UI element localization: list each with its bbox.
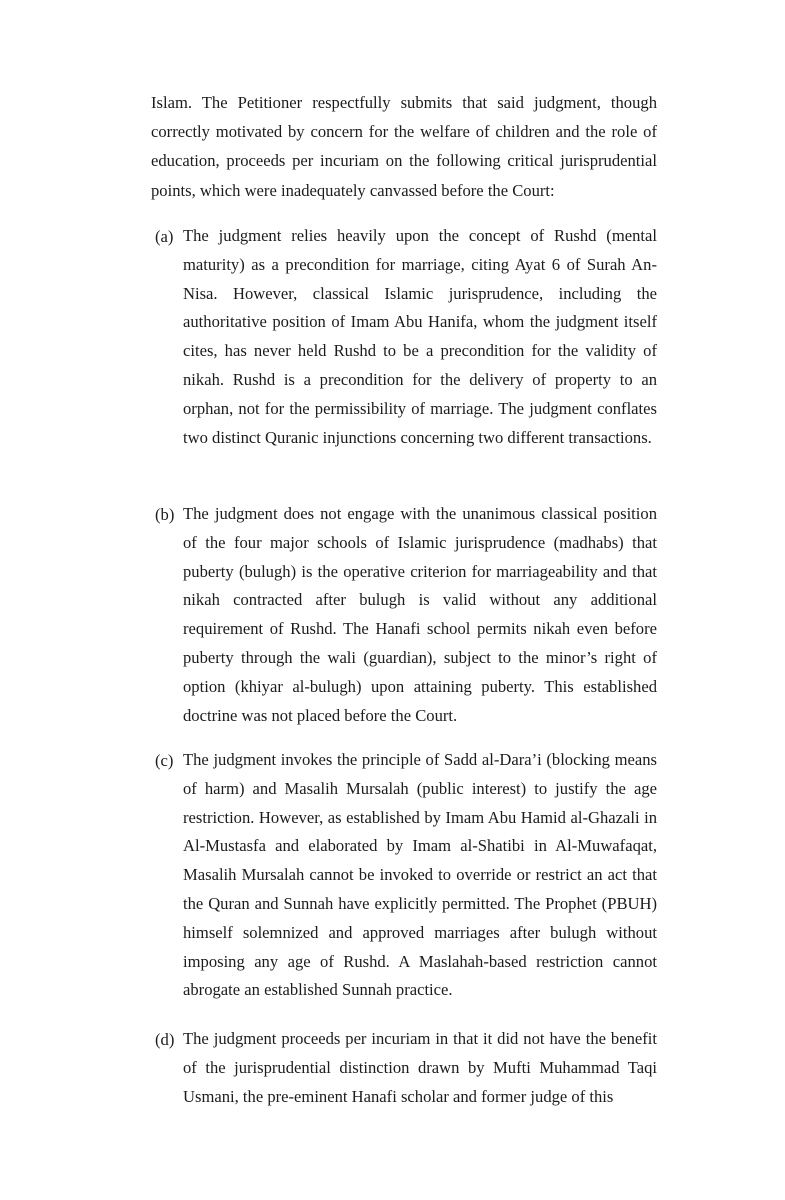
- list-item-text: The judgment invokes the principle of Sadd al-Dara’i (blocking means of harm) and Masalih Mursalah (public interest) to justify the age restriction. However, as established by Imam Abu Hamid al-Ghazali in Al-Mustasfa and elaborated by Imam al-Shatibi in Al-Muwafaqat, Masalih Mursalah cannot be invoked to override or restrict an act that the Quran and Sunnah have explicitly permitted. The Prophet (PBUH) himself solemnized and approved marriages after bulugh without imposing any age of Rushd. A Maslahah-based restriction cannot abrogate an established Sunnah practice.: [183, 750, 657, 1000]
- list-item-label: (b): [155, 505, 175, 524]
- list-item-label: (d): [155, 1030, 175, 1049]
- list-item-text: The judgment relies heavily upon the concept of Rushd (mental maturity) as a precondition for marriage, citing Ayat 6 of Surah An-Nisa. However, classical Islamic jurisprudence, including the authoritative position of Imam Abu Hanifa, whom the judgment itself cites, has never held Rushd to be a precondition for the validity of nikah. Rushd is a precondition for the delivery of property to an orphan, not for the permissibility of marriage. The judgment conflates two distinct Quranic injunctions concerning two different transactions.: [183, 226, 657, 447]
- list-item-text: The judgment does not engage with the unanimous classical position of the four major schools of Islamic jurisprudence (madhabs) that puberty (bulugh) is the operative criterion for marriageability and that nikah contracted after bulugh is valid without any additional requirement of Rushd. The Hanafi school permits nikah even before puberty through the wali (guardian), subject to the minor’s right of option (khiyar al-bulugh) upon attaining puberty. This established doctrine was not placed before the Court.: [183, 504, 657, 725]
- list-item-label: (c): [155, 751, 174, 770]
- list-item-text: The judgment proceeds per incuriam in that it did not have the benefit of the jurisprudential distinction drawn by Mufti Muhammad Taqi Usmani, the pre-eminent Hanafi scholar and former judge of this: [183, 1029, 657, 1106]
- intro-paragraph: Islam. The Petitioner respectfully submits that said judgment, though correctly motivated by concern for the welfare of children and the role of education, proceeds per incuriam on the following critical jurisprudential points, which were inadequately canvassed before the Court:: [151, 93, 657, 200]
- list-item-label: (a): [155, 227, 174, 246]
